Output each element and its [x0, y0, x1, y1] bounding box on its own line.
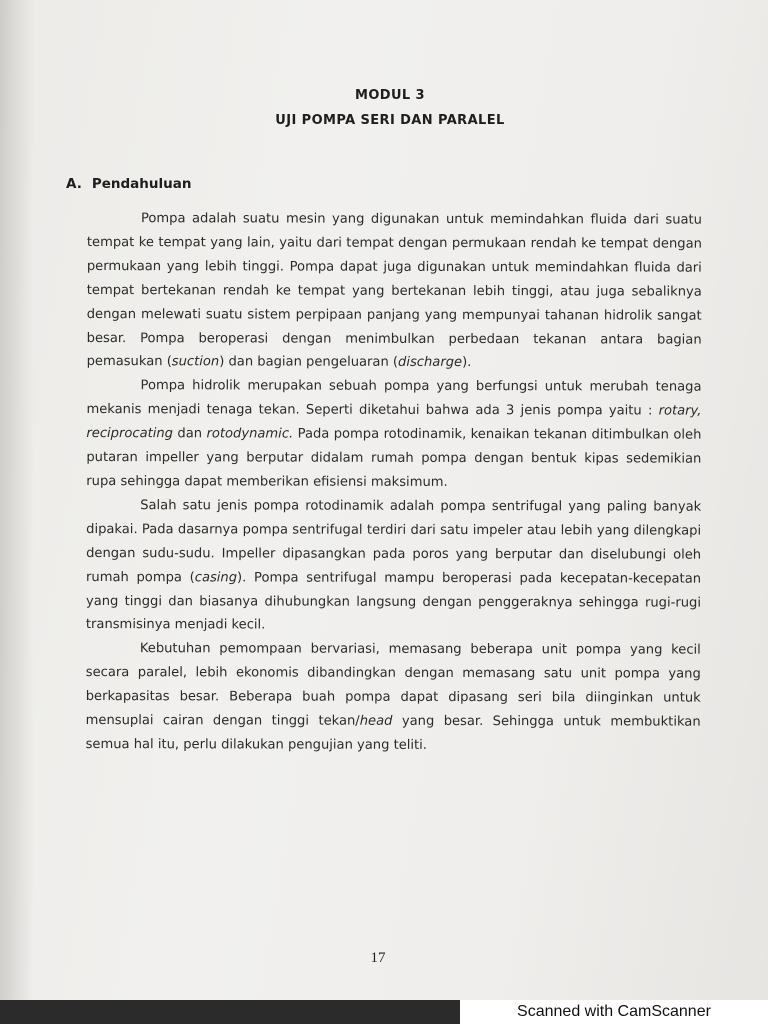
page-edge-shadow [0, 0, 34, 1000]
body-text [86, 207, 702, 758]
page-number: 17 [370, 950, 386, 966]
module-title: MODUL 3 [355, 88, 425, 103]
section-heading-text: Pendahuluan [91, 176, 192, 192]
term-reciprocating: reciprocating [86, 426, 174, 442]
term-discharge: discharge [398, 355, 463, 371]
term-suction: suction [171, 354, 220, 370]
term-casing: casing [194, 569, 238, 585]
term-rotodynamic: rotodynamic. [206, 426, 294, 442]
section-letter: A. [66, 176, 82, 192]
paragraph-1: Pompa adalah suatu mesin yang digunakan untuk memindahkan fluida dari suatu tempat ke tempat yang lain, yaitu dari tempat dengan permukaan rendah ke tempat dengan permukaan yang lebih tinggi. Pompa dapat juga digunakan untuk memindahkan fluida dari tempat bertekanan rendah ke tempat yang bertekanan lebih tinggi, atau juga sebaliknya dengan melewati suatu sistem perpipaan panjang yang mempunyai tahanan hidrolik sangat besar. Pompa beroperasi dengan menimbulkan perbedaan tekanan antara bagian pemasukan (suction) dan bagian pengeluaran (discharge). [86, 211, 702, 371]
paragraph-2: Pompa hidrolik merupakan sebuah pompa yang berfungsi untuk merubah tenaga mekanis menjadi tenaga tekan. Seperti diketahui bahwa ada 3 jenis pompa yaitu : rotary, reciprocating dan rotodynamic. Pada pompa rotodinamik, kenaikan tekanan ditimbulkan oleh putaran impeller yang berputar didalam rumah pompa dengan bentuk kipas sedemikian rupa sehingga dapat memberikan efisiensi maksimum. [86, 378, 702, 490]
paragraph-3: Salah satu jenis pompa rotodinamik adalah pompa sentrifugal yang paling banyak dipakai. Pada dasarnya pompa sentrifugal terdiri dari satu impeler atau lebih yang dilengkapi dengan sudu-sudu. Impeller dipasangkan pada poros yang berputar dan diselubungi oleh rumah pompa (casing). Pompa sentrifugal mampu beroperasi pada kecepatan-kecepatan yang tinggi dan biasanya dihubungkan langsung dengan penggeraknya sehingga rugi-rugi transmisinya menjadi kecil. [85, 498, 702, 633]
camscanner-watermark: Scanned with CamScanner [460, 1000, 768, 1024]
term-head: head [359, 713, 393, 729]
term-rotary: rotary, [658, 403, 702, 419]
section-heading [66, 176, 191, 192]
paragraph-4: Kebutuhan pemompaan bervariasi, memasang beberapa unit pompa yang kecil secara paralel, lebih ekonomis dibandingkan dengan memasang satu unit pompa yang berkapasitas besar. Beberapa buah pompa dapat dipasang seri bila diinginkan untuk mensuplai cairan dengan tinggi tekan/head yang besar. Sehingga untuk membuktikan semua hal itu, perlu dilakukan pengujian yang teliti. [85, 641, 701, 753]
module-subtitle: UJI POMPA SERI DAN PARALEL [275, 113, 505, 128]
